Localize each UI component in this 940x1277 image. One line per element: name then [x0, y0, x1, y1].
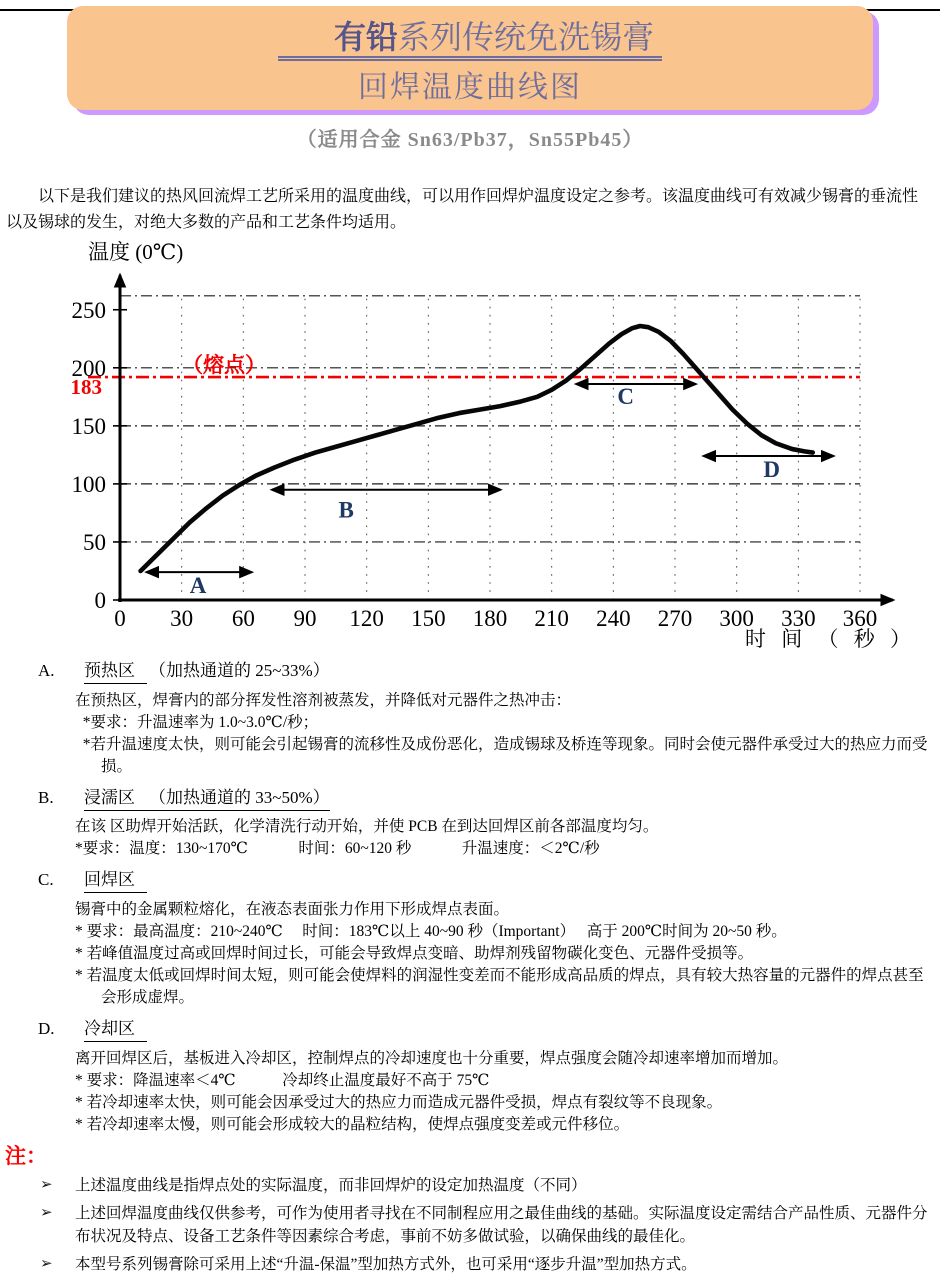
- x-tick-label: 180: [472, 606, 508, 632]
- zone-text-line: *要求：温度：130~170℃ 时间：60~120 秒 升温速度：＜2℃/秒: [75, 840, 600, 858]
- zone-label-A: A: [189, 573, 207, 599]
- reflow-profile-chart: [0, 237, 940, 655]
- zone-heading: [38, 786, 932, 811]
- y-tick-label: 150: [71, 414, 106, 440]
- note-item: [40, 1203, 932, 1248]
- zone-body: [75, 899, 932, 1009]
- x-axis-title: 时 间 （ 秒 ）: [745, 627, 916, 652]
- zone-letter: D.: [38, 1019, 55, 1039]
- zone-letter: B.: [38, 787, 54, 807]
- note-bullet-icon: ➢: [40, 1256, 53, 1273]
- title-rest-part: 系列传统免洗锡膏: [398, 19, 655, 55]
- x-tick-label: 210: [534, 606, 569, 632]
- title-bold-part: 有铅: [333, 19, 398, 55]
- intro-paragraph: 以下是我们建议的热风回流焊工艺所采用的温度曲线，可以用作回焊炉温度设定之参考。该温度曲线可有效减少锡膏的垂流性以及锡球的发生，对绝大多数的产品和工艺条件均适用。: [6, 188, 919, 231]
- zone-letter: A.: [38, 661, 55, 681]
- notes-heading: 注：: [5, 1143, 47, 1168]
- zone-text-line: *若升温速度太快，则可能会引起锡膏的流移性及成份恶化，造成锡球及桥连等现象。同时会使元器件承受过大的热应力而受损。: [75, 735, 928, 775]
- doc-title-line2: 回焊温度曲线图: [358, 71, 582, 104]
- x-tick-label: 120: [349, 606, 384, 632]
- y-tick-label: 250: [71, 297, 106, 323]
- x-tick-label: 30: [170, 606, 194, 632]
- zone-name-suffix: （加热通道的 25~33%）: [149, 661, 330, 681]
- doc-title-underlined: [278, 19, 662, 61]
- melting-point-label: （熔点）: [182, 353, 266, 378]
- zone-letter: C.: [38, 870, 54, 890]
- x-tick-label: 90: [293, 606, 317, 632]
- x-tick-label: 270: [657, 606, 693, 632]
- zone-section-B: [38, 786, 932, 861]
- notes-list: [0, 1175, 940, 1277]
- chart-svg: [0, 237, 940, 655]
- zone-label-D: D: [763, 457, 780, 483]
- note-text: 上述回焊温度曲线仅供参考，可作为使用者寻找在不同制程应用之最佳曲线的基础。实际温度设定需结合产品性质、元器件分布状况及特点、设备工艺条件等因素综合考虑，事前不妨多做试验，以确保曲线的最佳化。: [75, 1205, 928, 1245]
- y-tick-label: 200: [71, 355, 106, 381]
- zone-text-line: * 若冷却速率太慢，则可能会形成较大的晶粒结构，使焊点强度变差或元件移位。: [75, 1115, 630, 1133]
- x-tick-label: 330: [781, 606, 816, 632]
- y-tick-label: 100: [71, 472, 106, 498]
- zone-section-C: [38, 868, 932, 1009]
- zone-name: 预热区: [84, 661, 147, 684]
- zone-title: [84, 870, 147, 893]
- zone-heading: [38, 868, 932, 893]
- notes-section: [0, 1144, 940, 1277]
- doc-title-line1: [67, 6, 873, 57]
- zone-section-A: [38, 659, 932, 778]
- zone-title: [84, 1019, 147, 1042]
- alloy-subtitle: （适用合金 Sn63/Pb37，Sn55Pb45）: [296, 129, 644, 151]
- zone-title: [84, 661, 330, 680]
- zone-text-line: 在预热区，焊膏内的部分挥发性溶剂被蒸发，并降低对元器件之热冲击：: [75, 691, 572, 709]
- note-item: [40, 1254, 932, 1276]
- zone-text-line: * 若冷却速率太快，则可能会因承受过大的热应力而造成元器件受损，焊点有裂纹等不良现象。: [75, 1093, 723, 1111]
- x-tick-label: 360: [842, 606, 878, 632]
- x-tick-label: 150: [411, 606, 446, 632]
- zone-body: [75, 690, 932, 778]
- y-tick-label: 0: [94, 588, 106, 614]
- zone-text-line: *要求：升温速率为 1.0~3.0℃/秒；: [75, 713, 319, 731]
- zone-label-C: C: [617, 384, 634, 410]
- zone-sections: [38, 659, 932, 1136]
- zone-label-B: B: [338, 497, 354, 523]
- zone-name: 浸濡区: [84, 787, 135, 807]
- x-tick-label: 240: [596, 606, 631, 632]
- zone-heading: [38, 659, 932, 684]
- melting-point-value: 183: [70, 375, 102, 400]
- datasheet-page: [0, 6, 940, 1274]
- zone-body: [75, 1048, 932, 1136]
- chart-plot-area: [71, 275, 894, 631]
- zone-text-line: * 若温度太低或回焊时间太短，则可能会使焊料的润湿性变差而不能形成高品质的焊点，具有较大热容量的元器件的焊点甚至会形成虚焊。: [75, 967, 924, 1007]
- y-tick-label: 50: [83, 530, 106, 556]
- header-box: [67, 6, 873, 110]
- zone-body: [75, 816, 932, 860]
- zone-title: [84, 788, 330, 811]
- zone-name-suffix: （加热通道的 33~50%）: [149, 787, 330, 807]
- zone-text-line: 锡膏中的金属颗粒熔化，在液态表面张力作用下形成焊点表面。: [75, 901, 510, 919]
- zone-name: 冷却区: [84, 1019, 147, 1042]
- note-item: [40, 1175, 932, 1197]
- zone-name: 回焊区: [84, 870, 147, 893]
- note-bullet-icon: ➢: [40, 1176, 53, 1193]
- note-text: 本型号系列锡膏除可采用上述“升温-保温”型加热方式外，也可采用“逐步升温”型加热方式。: [75, 1256, 697, 1274]
- x-tick-label: 0: [114, 606, 126, 632]
- zone-heading: [38, 1017, 932, 1042]
- x-tick-label: 60: [231, 606, 255, 632]
- zone-text-line: 在该 区助焊开始活跃，化学清洗行动开始，并使 PCB 在到达回焊区前各部温度均匀。: [75, 818, 659, 836]
- zone-text-line: 离开回焊区后，基板进入冷却区，控制焊点的冷却速度也十分重要，焊点强度会随冷却速率增加而增加。: [75, 1049, 789, 1067]
- zone-text-line: * 要求：降温速率＜4℃ 冷却终止温度最好不高于 75℃: [75, 1071, 490, 1089]
- zone-text-line: * 要求：最高温度：210~240℃ 时间：183℃以上 40~90 秒（Important） 高于 200℃时间为 20~50 秒。: [75, 923, 787, 941]
- y-axis-title: 温度 (0℃): [88, 240, 184, 265]
- note-bullet-icon: ➢: [40, 1205, 53, 1222]
- zone-section-D: [38, 1017, 932, 1136]
- note-text: 上述温度曲线是指焊点处的实际温度，而非回焊炉的设定加热温度（不同）: [75, 1176, 587, 1194]
- x-tick-label: 300: [719, 606, 754, 632]
- zone-text-line: * 若峰值温度过高或回焊时间过长，可能会导致焊点变暗、助焊剂残留物碳化变色、元器件受损等。: [75, 945, 754, 963]
